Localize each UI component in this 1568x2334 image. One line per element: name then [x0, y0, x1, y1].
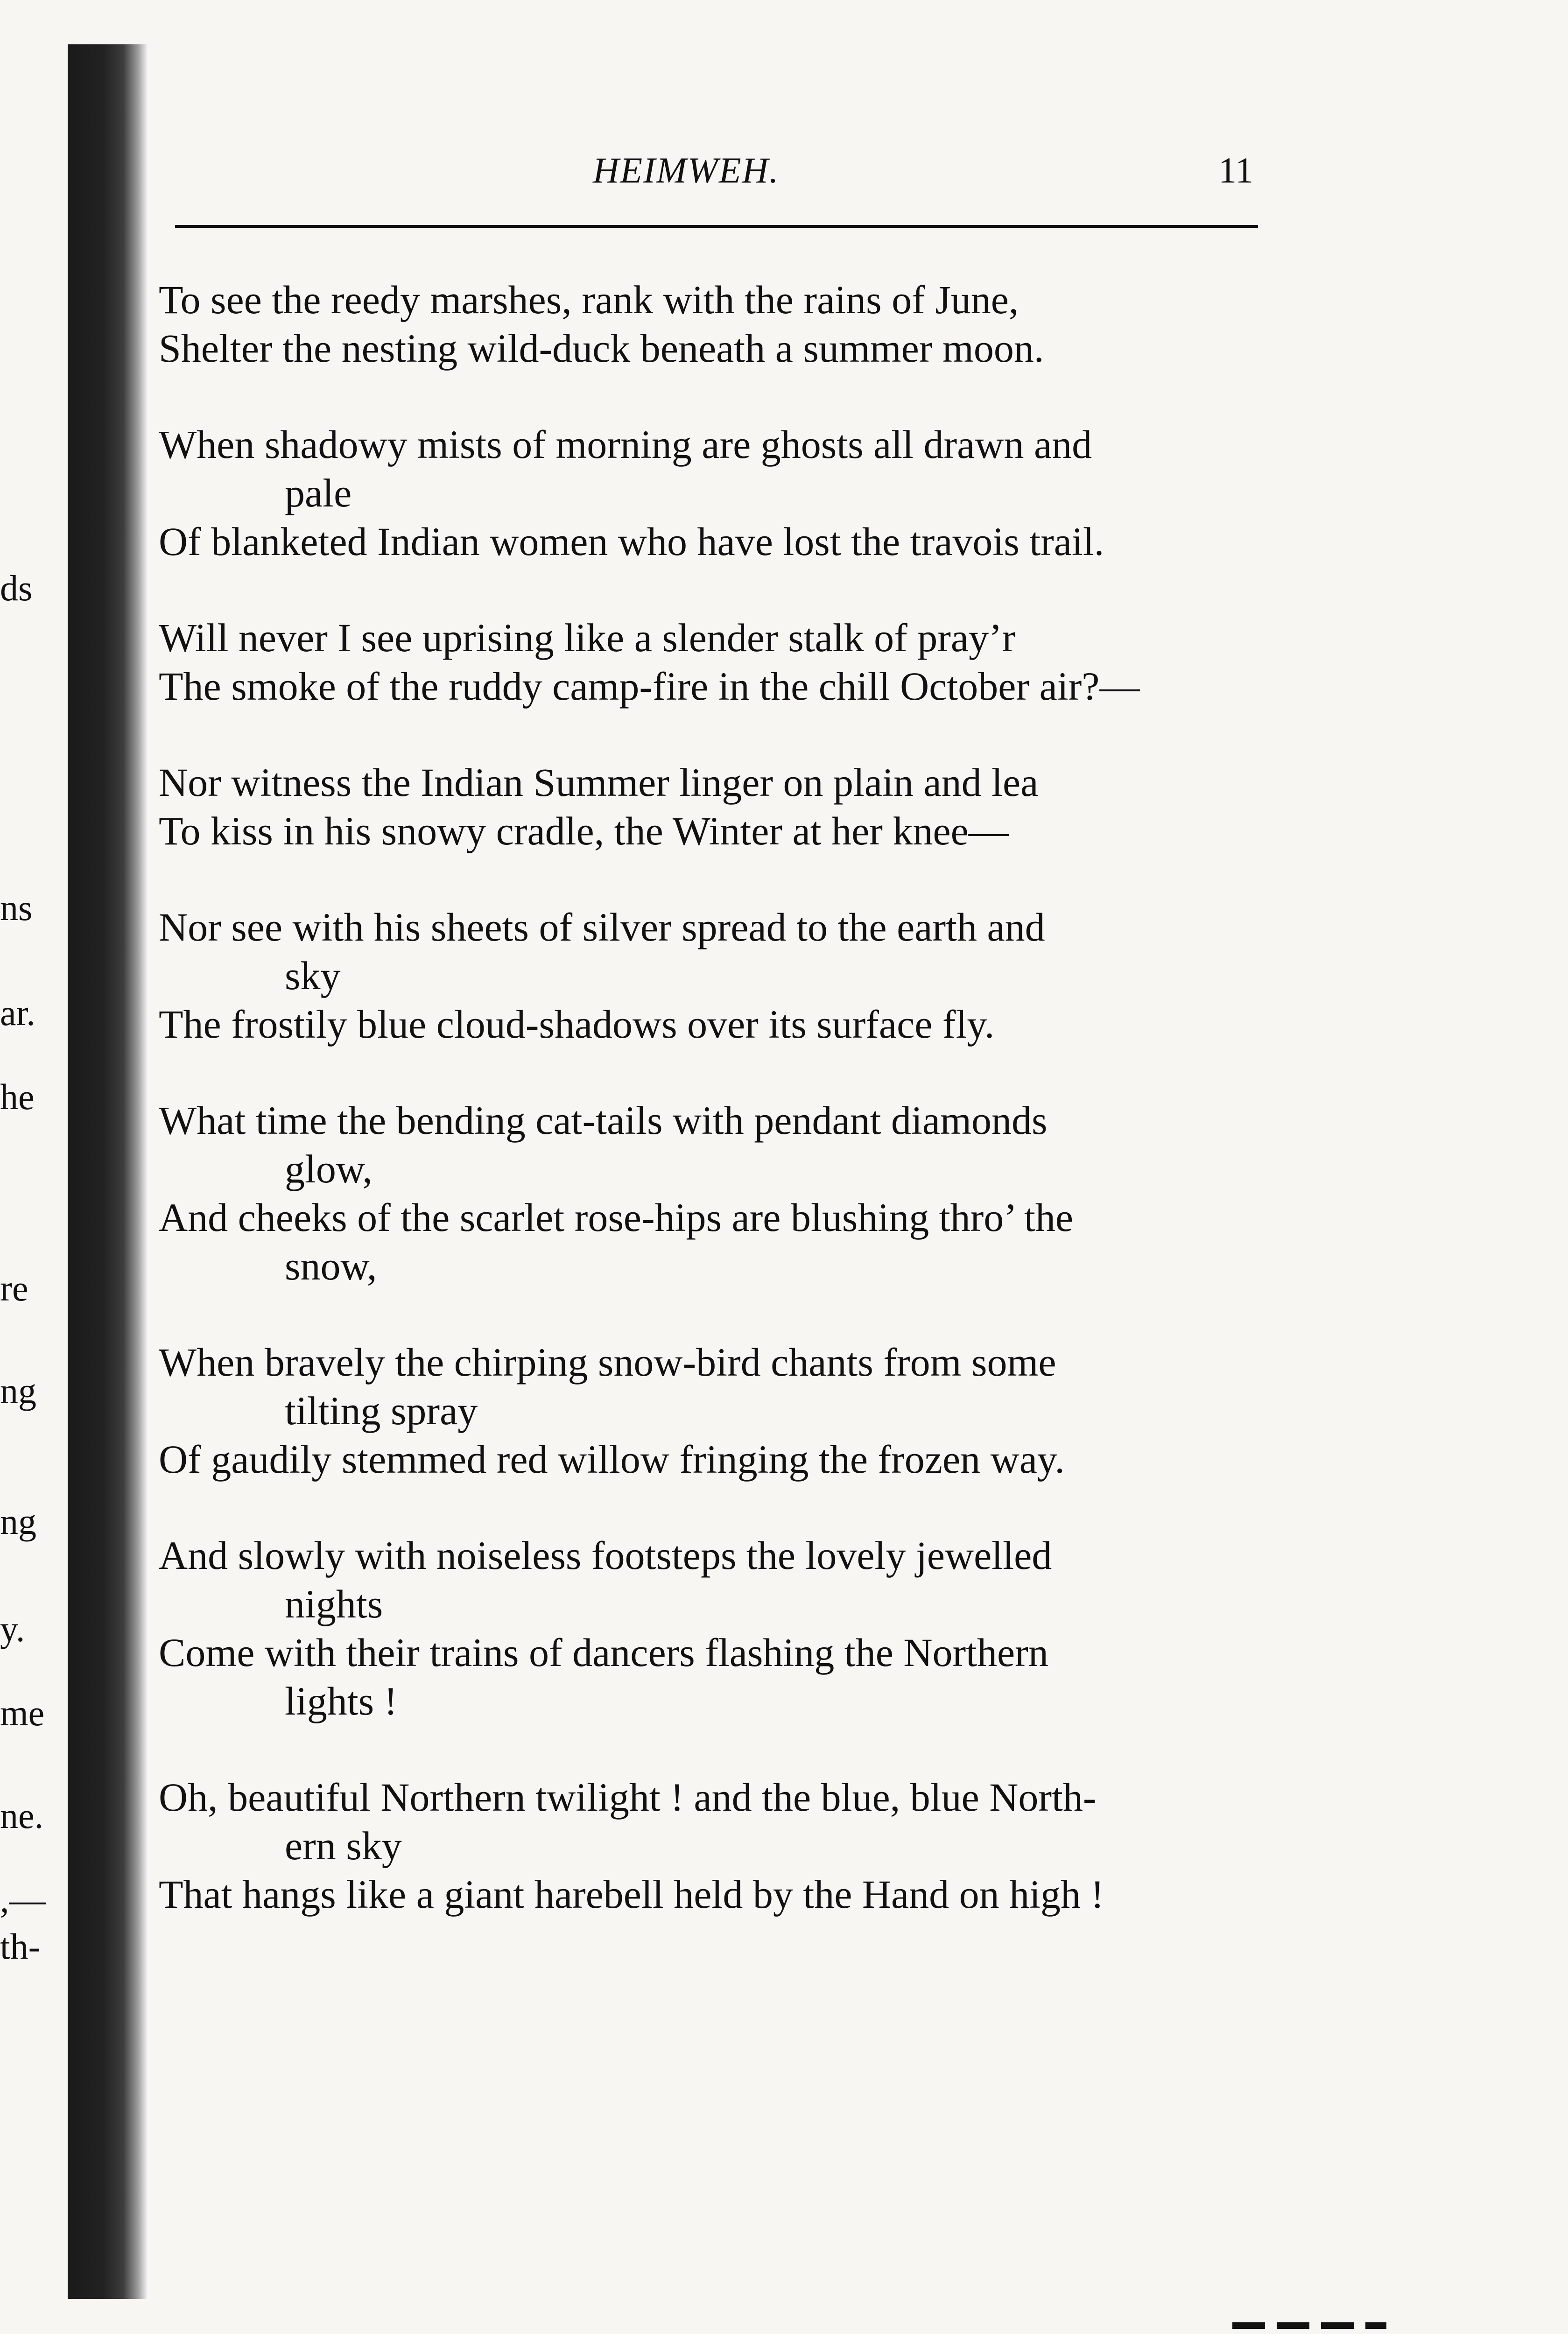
verse-continuation: sky — [285, 953, 341, 998]
stanza — [159, 613, 1260, 710]
verse-line: What time the bending cat-tails with pendant diamonds — [159, 1098, 1048, 1143]
stanza — [159, 275, 1260, 373]
margin-fragment: me — [0, 1693, 45, 1733]
verse-line: Will never I see uprising like a slender stalk of pray’r — [159, 615, 1016, 660]
stanza — [159, 758, 1260, 855]
margin-fragment: ne. — [0, 1795, 44, 1836]
verse-line: To see the reedy marshes, rank with the rains of June, — [159, 277, 1019, 322]
verse-line: Oh, beautiful Northern twilight ! and the blue, blue North- — [159, 1775, 1097, 1820]
margin-fragment: y. — [0, 1609, 25, 1649]
stanza — [159, 1096, 1260, 1290]
verse-continuation: snow, — [285, 1244, 377, 1288]
verse-line: And cheeks of the scarlet rose-hips are blushing thro’ the — [159, 1195, 1074, 1240]
verse-line: When shadowy mists of morning are ghosts all drawn and — [159, 422, 1092, 467]
poem-body — [159, 275, 1260, 1966]
verse-continuation: nights — [285, 1582, 383, 1626]
binding-gutter — [68, 44, 147, 2299]
verse-line: Of gaudily stemmed red willow fringing the frozen way. — [159, 1437, 1065, 1482]
margin-fragment: ds — [0, 568, 33, 608]
stanza — [159, 1531, 1260, 1725]
bottom-dash-marks — [1232, 2322, 1386, 2329]
verse-continuation: ern sky — [285, 1823, 402, 1868]
verse-continuation: pale — [285, 471, 352, 515]
verse-continuation: tilting spray — [285, 1388, 478, 1433]
stanza — [159, 1338, 1260, 1483]
stanza — [159, 903, 1260, 1048]
header-rule — [175, 225, 1258, 228]
verse-line: The smoke of the ruddy camp-fire in the chill October air?— — [159, 664, 1140, 709]
verse-line: Nor see with his sheets of silver spread to the earth and — [159, 905, 1045, 949]
verse-line: Of blanketed Indian women who have lost the travois trail. — [159, 519, 1104, 564]
running-title: HEIMWEH. — [593, 150, 780, 190]
margin-fragment: ng — [0, 1371, 36, 1411]
verse-line: Come with their trains of dancers flashing the Northern — [159, 1630, 1048, 1675]
margin-fragment: he — [0, 1076, 35, 1117]
margin-fragment: re — [0, 1268, 28, 1308]
margin-fragment: ns — [0, 887, 33, 928]
verse-line: That hangs like a giant harebell held by the Hand on high ! — [159, 1872, 1104, 1917]
verse-line: When bravely the chirping snow-bird chants from some — [159, 1340, 1056, 1385]
verse-line: Shelter the nesting wild-duck beneath a summer moon. — [159, 326, 1044, 371]
stanza — [159, 1773, 1260, 1919]
margin-fragment: th- — [0, 1926, 41, 1967]
margin-fragment: ng — [0, 1501, 36, 1542]
verse-line: To kiss in his snowy cradle, the Winter at her knee— — [159, 808, 1009, 853]
stanza — [159, 420, 1260, 566]
page-number: 11 — [1218, 150, 1254, 190]
margin-fragment: ar. — [0, 992, 35, 1033]
verse-continuation: lights ! — [285, 1679, 398, 1723]
verse-line: And slowly with noiseless footsteps the lovely jewelled — [159, 1533, 1052, 1578]
verse-continuation: glow, — [285, 1146, 373, 1191]
margin-fragment: ,— — [0, 1879, 46, 1920]
verse-line: Nor witness the Indian Summer linger on plain and lea — [159, 760, 1039, 805]
verse-line: The frostily blue cloud-shadows over its surface fly. — [159, 1002, 995, 1047]
